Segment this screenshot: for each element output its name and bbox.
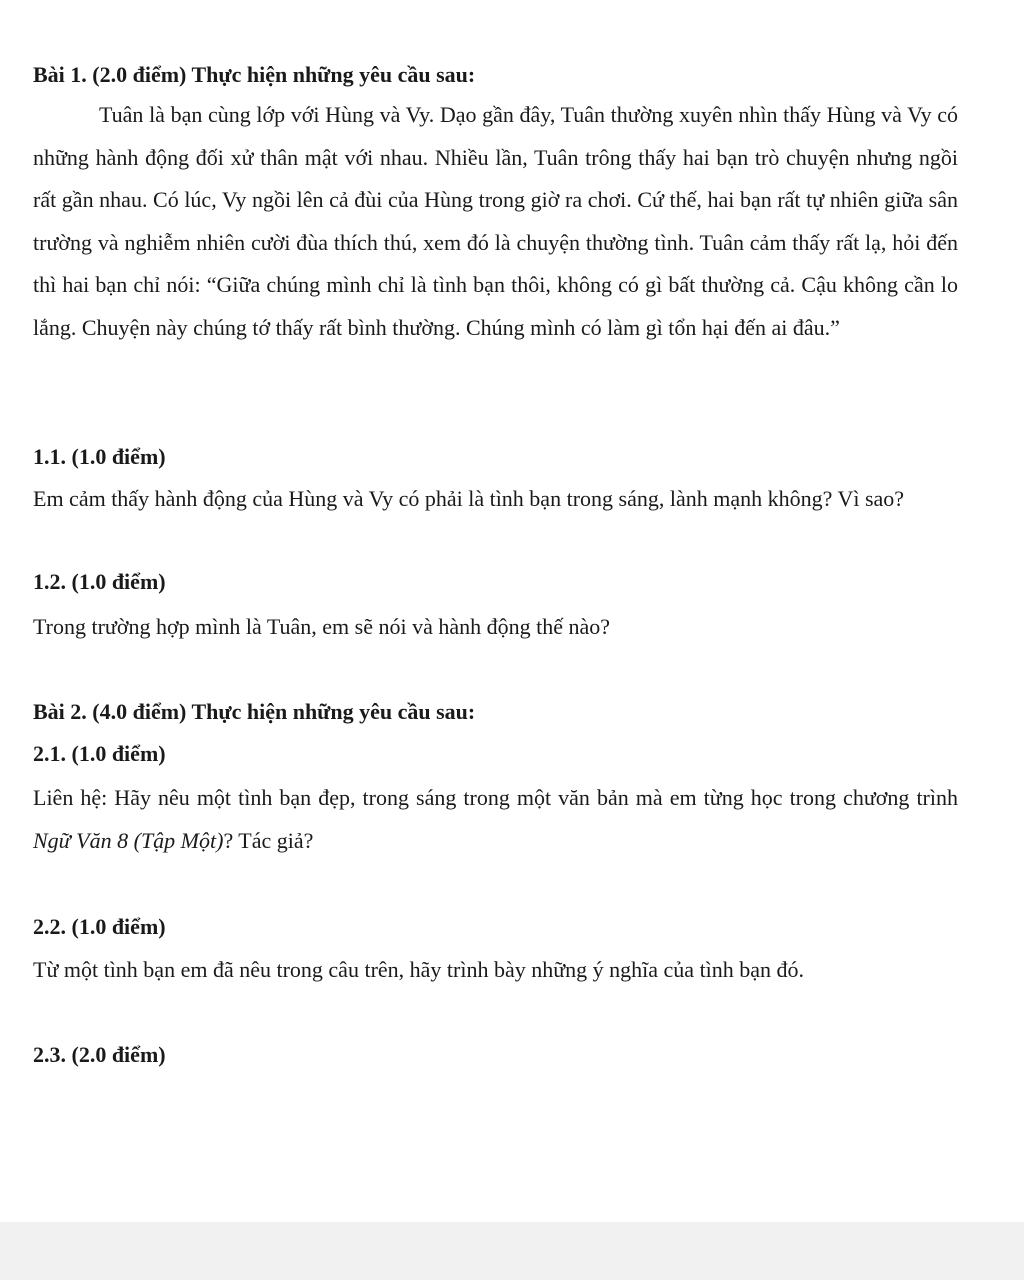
question-2-2-text: Từ một tình bạn em đã nêu trong câu trên, hãy trình bày những ý nghĩa của tình bạn đó. [33, 957, 805, 982]
question-2-2-label: 2.2. (1.0 điểm) [33, 914, 166, 939]
bai1-title: Bài 1. (2.0 điểm) Thực hiện những yêu cầu sau: [33, 62, 476, 87]
bai1-passage [33, 94, 958, 349]
question-2-1-text-after: ? Tác giả? [223, 827, 314, 853]
question-1-2-text: Trong trường hợp mình là Tuân, em sẽ nói và hành động thế nào? [33, 614, 611, 639]
question-1-2-label: 1.2. (1.0 điểm) [33, 569, 166, 594]
question-1-1-text: Em cảm thấy hành động của Hùng và Vy có phải là tình bạn trong sáng, lành mạnh không? Vì sao? [33, 486, 905, 511]
question-1-1-label: 1.1. (1.0 điểm) [33, 444, 166, 469]
question-2-1-text-before: Liên hệ: Hãy nêu một tình bạn đẹp, trong sáng trong một văn bản mà em từng học trong chương trình [33, 785, 958, 810]
bai2-title: Bài 2. (4.0 điểm) Thực hiện những yêu cầu sau: [33, 699, 476, 724]
book-title: Ngữ Văn 8 (Tập Một) [33, 827, 224, 853]
question-2-1-text [33, 777, 958, 862]
bai1-passage-text: Tuân là bạn cùng lớp với Hùng và Vy. Dạo gần đây, Tuân thường xuyên nhìn thấy Hùng và Vy có những hành động đối xử thân mật với nhau. Nhiều lần, Tuân trông thấy hai bạn trò chuyện nhưng ngồi rất gần nhau. Có lúc, Vy ngồi lên cả đùi của Hùng trong giờ ra chơi. Cứ thế, hai bạn rất tự nhiên giữa sân trường và nghiễm nhiên cười đùa thích thú, xem đó là chuyện thường tình. Tuân cảm thấy rất lạ, hỏi đến thì hai bạn chỉ nói: “Giữa chúng mình chỉ là tình bạn thôi, không có gì bất thường cả. Cậu không cần lo lắng. Chuyện này chúng tớ thấy rất bình thường. Chúng mình có làm gì tổn hại đến ai đâu.” [33, 102, 958, 340]
page-bottom-margin [0, 1222, 1024, 1280]
question-2-1-label: 2.1. (1.0 điểm) [33, 741, 166, 766]
question-2-3-label: 2.3. (2.0 điểm) [33, 1042, 166, 1067]
